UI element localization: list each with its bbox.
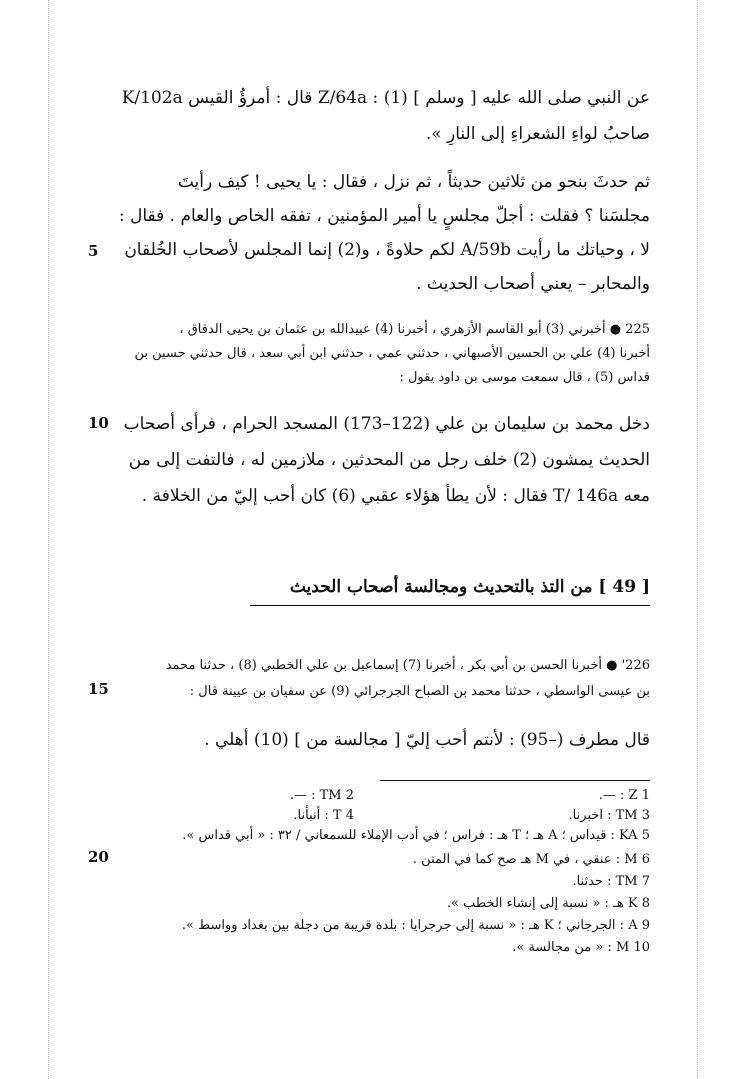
section-heading: [ 49 ] من التذ بالتحديث ومجالسة أصحاب الحديث [250,577,650,606]
footnote: 8 K هـ : « نسبة إلى إنشاء الخطب ». [446,896,650,911]
narrative-line: قال مطرف (–95) : لأنتم أحب إليّ [ مجالسة من ] (10) أهلي . [204,730,650,750]
left-margin-guide [48,0,49,1079]
footnote: 7 TM : حدثنا. [572,874,650,889]
isnad-line: قداس (5) ، قال سمعت موسى بن داود يقول : [399,370,650,385]
line-number: 20 [88,848,109,866]
footnote: 6 M : عنقي ، في M هـ صح كما في المتن . [412,852,650,867]
footnote-rule [380,780,650,781]
hadith-line: صاحبُ لواءِ الشعراءِ إلى النارِ ». [425,124,650,144]
narrative-line: الحديث يمشون (2) خلف رجل من المحدثين ، ملازمين له ، فالتفت إلى من [128,450,650,470]
line-number: 5 [88,242,99,260]
right-margin-guide [697,0,698,1079]
isnad-line: بن عيسى الواسطي ، حدثنا محمد بن الصباح الجرجرائي (9) عن سفيان بن عيينة قال : [189,684,650,699]
footnote: 3 TM : اخبرنا. [568,808,650,823]
isnad-line: 226' ● أخبرنا الحسن بن أبي بكر ، أخبرنا (7) إسماعيل بن علي الخطبي (8) ، حدثنا محمد [165,658,650,673]
isnad-line: أخبرنا (4) علي بن الحسين الأصبهاني ، حدثني عمي ، حدثني ابن أبي سعد ، قال حدثني حسين بن [134,346,650,361]
narrative-line: معه T/ 146a فقال : لأن يطأ هؤلاء عقبي (6) كان أحب إليّ من الخلافة . [141,486,650,506]
line-number: 15 [88,680,109,698]
narrative-line: مجلسَنا ؟ فقلت : أجلّ مجلسٍ يا أمير المؤمنين ، تفقه الخاص والعام . فقال : [118,206,650,226]
footnote: 4 T : أنبأنا. [293,808,354,823]
narrative-line: والمحابر – يعني أصحاب الحديث . [416,274,650,294]
footnote: 9 A : الجرجاني ؛ K هـ : « نسبة إلى جرجرايا : بلدة قريبة من دجلة بين بغداد وواسط ». [181,918,650,933]
footnote: 10 M : « من مجالسة ». [512,940,650,955]
narrative-line: ثم حدثَ بنحو من ثلاثين حديثاً ، ثم نزل ، فقال : يا يحيى ! كيف رأيتَ [177,172,650,192]
narrative-line: لا ، وحياتك ما رأيت A/59b لكم حلاوةً ، و(2) إنما المجلس لأصحاب الخُلقان [124,240,650,260]
line-number: 10 [88,414,109,432]
isnad-line: 225 ● أخبرني (3) أبو القاسم الأزهري ، أخبرنا (4) عبيدالله بن عثمان بن يحيى الدقاق ، [179,322,650,337]
hadith-line: عن النبي صلى الله عليه [ وسلم ] (1) : Z/64a قال : أمرؤُ القيس K/102a [121,88,650,108]
footnote: 5 KA : قيداس ؛ A هـ ؛ T هـ : فراس ؛ في أدب الإملاء للسمعاني / ٣٢ : « أبي قداس ». [182,828,650,843]
footnote: 1 Z : —. [598,788,650,803]
narrative-line: دخل محمد بن سليمان بن علي (122–173) المسجد الحرام ، فرأى أصحاب [123,414,650,434]
footnote: 2 TM : —. [289,788,354,803]
